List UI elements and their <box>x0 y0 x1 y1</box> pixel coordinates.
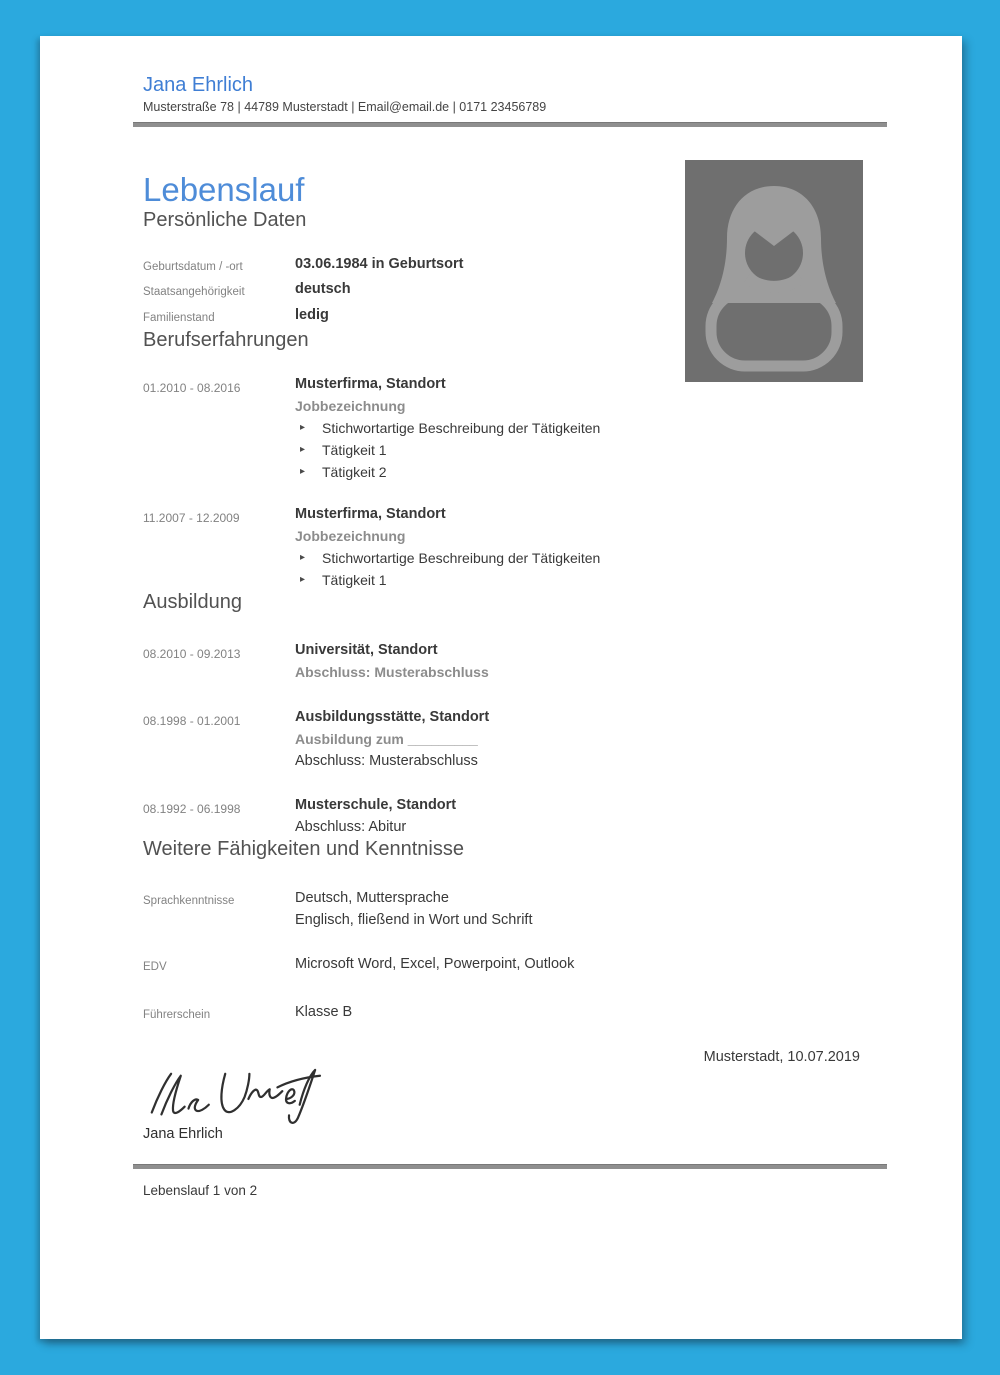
experience-entry <box>143 373 887 483</box>
skill-label: Sprachkenntnisse <box>143 895 235 908</box>
signature-icon <box>137 1068 327 1126</box>
bullet-text: Tätigkeit 1 <box>322 572 387 589</box>
bullet-arrow-icon: ▸ <box>300 574 306 586</box>
skill-row-license <box>143 1001 887 1026</box>
bullet-text: Stichwortartige Beschreibung der Tätigkeiten <box>322 420 601 437</box>
skill-label: EDV <box>143 961 167 974</box>
education-entry <box>143 794 887 838</box>
handwritten-signature <box>137 1068 887 1131</box>
entry-bullet <box>295 547 887 569</box>
section-heading-skills: Weitere Fähigkeiten und Kenntnisse <box>143 838 464 861</box>
personal-label: Familienstand <box>143 311 215 324</box>
education-entry <box>143 706 887 772</box>
entry-bullet <box>295 461 887 483</box>
personal-label: Geburtsdatum / -ort <box>143 261 243 273</box>
document-title: Lebenslauf <box>143 171 305 208</box>
skill-body <box>295 953 887 978</box>
entry-period: 08.1998 - 01.2001 <box>143 714 241 729</box>
bullet-arrow-icon: ▸ <box>300 444 306 456</box>
header-name: Jana Ehrlich <box>143 74 254 96</box>
entry-bullet <box>295 417 887 439</box>
header-divider <box>133 122 887 127</box>
footer-divider <box>133 1164 887 1169</box>
entry-training: Ausbildung zum _________ <box>295 731 478 748</box>
personal-label: Staatsangehörigkeit <box>143 286 245 299</box>
bullet-text: Stichwortartige Beschreibung der Tätigkeiten <box>322 550 601 567</box>
place-date-line: Musterstadt, 10.07.2019 <box>703 1049 860 1066</box>
entry-bullet <box>295 569 887 591</box>
education-entry <box>143 639 887 683</box>
entry-period: 08.2010 - 09.2013 <box>143 647 241 662</box>
header-contact-line: Musterstraße 78 | 44789 Musterstadt | Email@email.de | 0171 23456789 <box>143 100 547 114</box>
page-header <box>143 75 887 127</box>
entry-role: Jobbezeichnung <box>295 528 406 545</box>
signature-name: Jana Ehrlich <box>143 1126 223 1143</box>
entry-degree: Abschluss: Abitur <box>295 819 407 836</box>
bullet-arrow-icon: ▸ <box>300 466 306 478</box>
skill-body <box>295 1001 887 1026</box>
section-heading-experience: Berufserfahrungen <box>143 329 309 352</box>
entry-company: Musterfirma, Standort <box>295 376 446 393</box>
entry-role: Jobbezeichnung <box>295 398 406 415</box>
skill-label: Führerschein <box>143 1009 211 1022</box>
entry-company: Musterfirma, Standort <box>295 506 446 523</box>
bullet-text: Tätigkeit 1 <box>322 442 387 459</box>
entry-period: 11.2007 - 12.2009 <box>143 511 240 526</box>
section-heading-education: Ausbildung <box>143 591 242 614</box>
bullet-arrow-icon: ▸ <box>300 422 306 434</box>
section-heading-personal: Persönliche Daten <box>143 209 307 231</box>
entry-body <box>295 639 887 683</box>
skill-row-edv <box>143 953 887 978</box>
entry-body <box>295 794 887 838</box>
entry-body <box>295 503 887 591</box>
bullet-arrow-icon: ▸ <box>300 552 306 564</box>
skill-line: Klasse B <box>295 1004 353 1021</box>
skill-line: Microsoft Word, Excel, Powerpoint, Outlook <box>295 956 575 973</box>
personal-value: deutsch <box>295 281 351 298</box>
footer-page-label: Lebenslauf 1 von 2 <box>143 1183 258 1199</box>
person-silhouette-icon <box>685 160 863 382</box>
skill-body <box>295 887 887 931</box>
entry-school: Ausbildungsstätte, Standort <box>295 709 490 726</box>
experience-entry <box>143 503 887 591</box>
entry-body <box>295 706 887 772</box>
entry-body <box>295 373 887 483</box>
bullet-text: Tätigkeit 2 <box>322 464 387 481</box>
profile-photo-placeholder <box>685 160 863 382</box>
personal-value: ledig <box>295 306 329 323</box>
entry-school: Musterschule, Standort <box>295 797 457 814</box>
entry-degree: Abschluss: Musterabschluss <box>295 664 489 681</box>
entry-bullet <box>295 439 887 461</box>
skill-line: Englisch, fließend in Wort und Schrift <box>295 912 533 929</box>
entry-period: 01.2010 - 08.2016 <box>143 381 241 396</box>
entry-period: 08.1992 - 06.1998 <box>143 802 241 817</box>
cv-page <box>40 36 962 1339</box>
personal-value: 03.06.1984 in Geburtsort <box>295 256 464 272</box>
entry-degree: Abschluss: Musterabschluss <box>295 753 478 770</box>
skill-line: Deutsch, Muttersprache <box>295 890 449 907</box>
entry-school: Universität, Standort <box>295 642 438 659</box>
skill-row-languages <box>143 887 887 931</box>
